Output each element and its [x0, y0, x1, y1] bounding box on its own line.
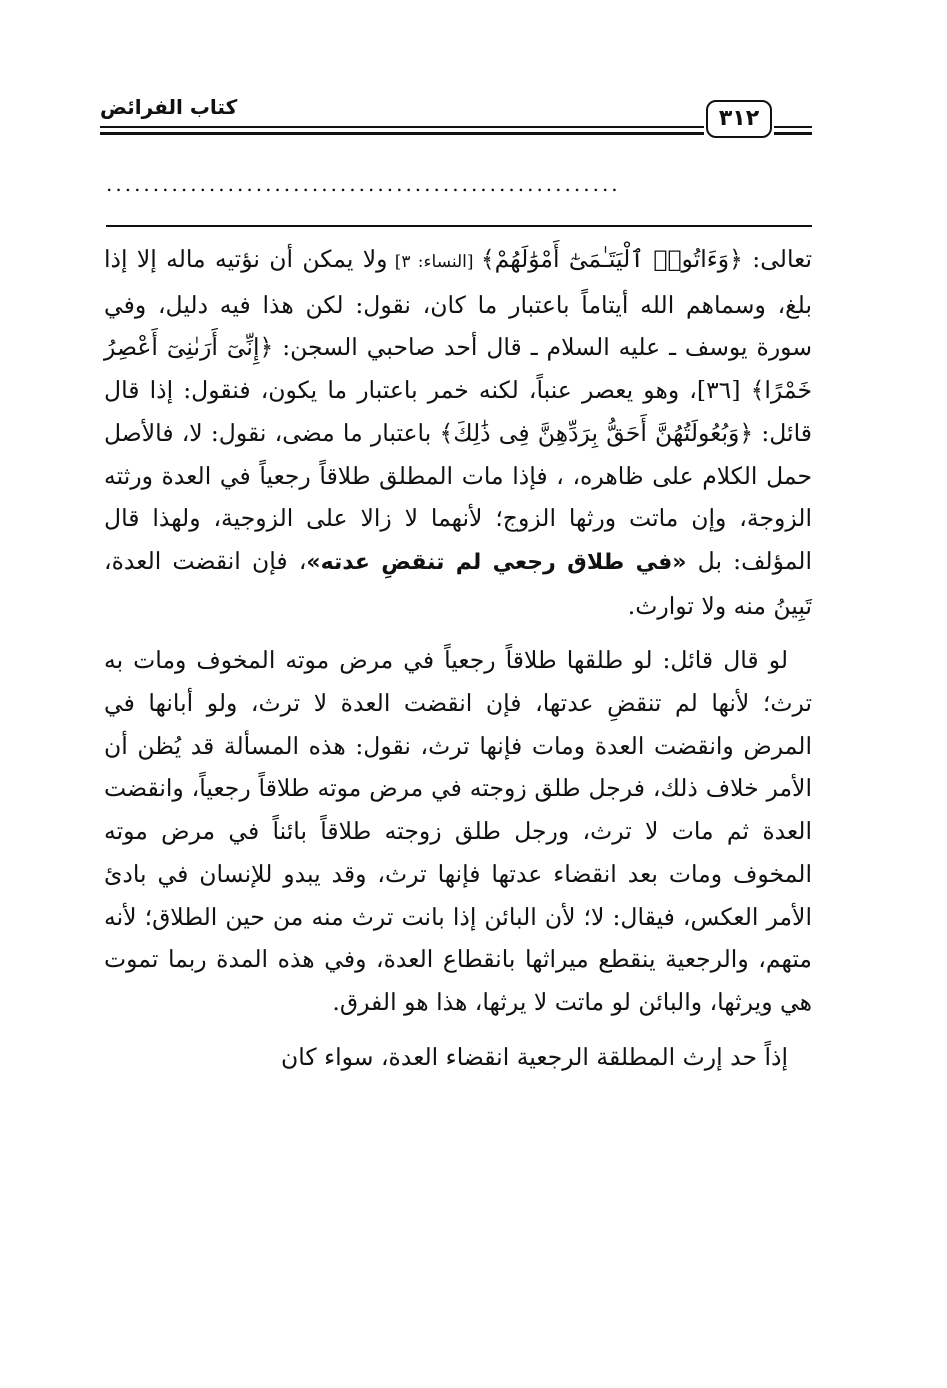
- book-title: كتاب الفرائض: [100, 92, 241, 122]
- text-segment: إذاً حد إرث المطلقة الرجعية انقضاء العدة، سواء كان: [281, 1042, 788, 1071]
- text-segment: تعالى:: [742, 245, 812, 273]
- paragraph-1: [104, 238, 812, 627]
- dotted-line: .......................................................: [106, 174, 621, 194]
- quran-verse: ﴿وَءَاتُوا۟ ٱلْيَتَـٰمَىٰٓ أَمْوَٰلَهُمْ﴾: [480, 245, 743, 273]
- paragraph-2: [104, 639, 812, 1023]
- separator-rule: [106, 225, 812, 227]
- page-number: ٣١٢: [706, 100, 772, 138]
- verse-reference: [النساء: ٣]: [387, 252, 481, 272]
- text-segment: باعتبار ما مضى، نقول: لا، فالأصل حمل الكلام على ظاهره، ، فإذا مات المطلق طلاقاً رجعياً في العدة ورثته الزوجة، وإن ماتت ورثها الزوج؛ لأنهما لا زالا على الزوجية، ولهذا قال المؤلف: بل: [104, 418, 812, 575]
- paragraph-3: [104, 1036, 812, 1079]
- page-header: [100, 96, 812, 148]
- text-segment: ، فإن انقضت العدة، تَبِينُ منه ولا توارث.: [104, 546, 812, 620]
- header-rule-right-thin: [774, 126, 812, 128]
- header-rule-right-thick: [774, 132, 812, 135]
- quran-verse: ﴿إِنِّىٓ أَرَىٰنِىٓ أَعْصِرُ خَمْرًا﴾: [104, 333, 812, 405]
- text-segment: [٣٦]، وهو يعصر عنباً، لكنه خمر باعتبار ما يكون، فنقول: إذا قال قائل:: [104, 376, 812, 447]
- header-rule-left-thin: [100, 126, 704, 128]
- text-segment: لو قال قائل: لو طلقها طلاقاً رجعياً في مرض موته المخوف ومات به ترث؛ لأنها لم تنقضِ عدتها، فإن انقضت العدة لا ترث، ولو أبانها في المرض وانقضت العدة ومات فإنها ترث، نقول: هذه المسألة قد يُظن أن الأمر خلاف ذلك، فرجل طلق زوجته في مرض موته طلاقاً رجعياً، وانقضت العدة ثم مات لا ترث، ورجل طلق زوجته طلاقاً بائناً في مرض موته المخوف ومات بعد انقضاء عدتها فإنها ترث، وقد يبدو للإنسان في بادئ الأمر العكس، فيقال: لا؛ لأن البائن إذا بانت ترث منه من حين الطلاق؛ لأنه متهم، والرجعية ينقطع ميراثها بانقطاع العدة، وفي هذه المدة ربما تموت هي ويرثها، والبائن لو ماتت لا يرثها، هذا هو الفرق.: [104, 646, 812, 1016]
- quoted-matn: «في طلاق رجعي لم تنقضِ عدته»: [306, 549, 687, 575]
- body-text: [104, 238, 812, 1078]
- header-rule-left-thick: [100, 132, 704, 135]
- text-segment: ولا يمكن أن نؤتيه ماله إلا إذا بلغ، وسماهم الله أيتاماً باعتبار ما كان، نقول: لكن هذا فيه دليل، وفي سورة يوسف ـ عليه السلام ـ قال أحد صاحبي السجن:: [104, 245, 813, 362]
- quran-verse: ﴿وَبُعُولَتُهُنَّ أَحَقُّ بِرَدِّهِنَّ فِى ذَٰلِكَ﴾: [439, 418, 754, 447]
